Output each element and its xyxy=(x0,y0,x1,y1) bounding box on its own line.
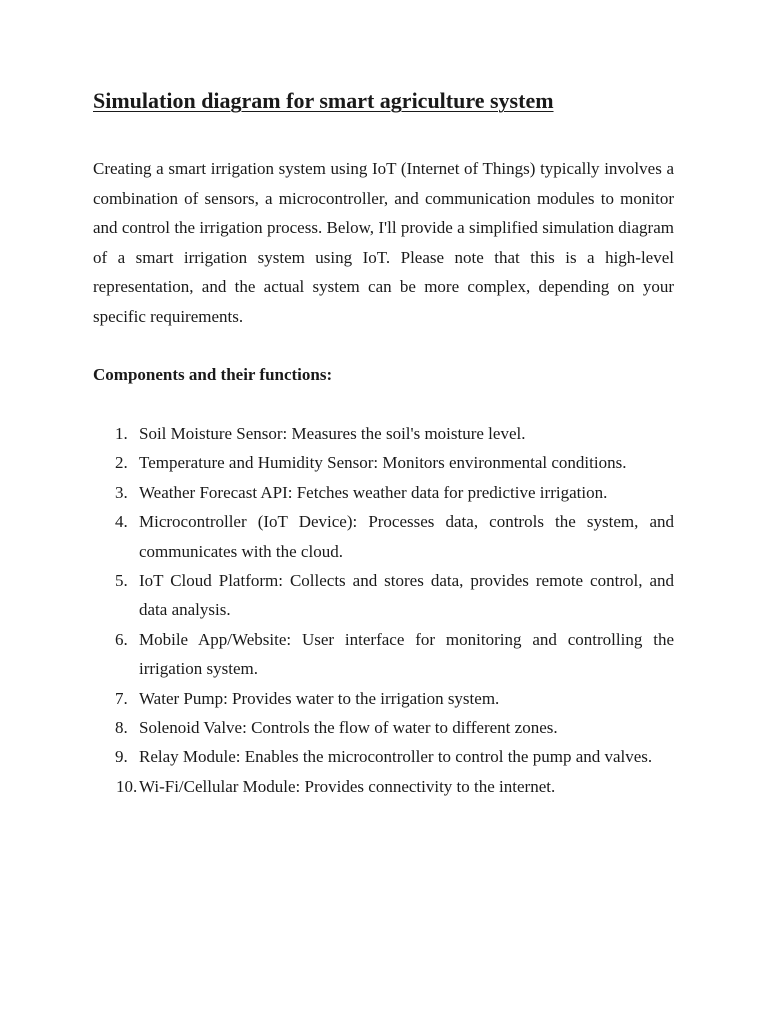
list-item xyxy=(93,419,674,448)
list-item-number: 9. xyxy=(115,747,128,767)
list-item xyxy=(93,478,674,507)
list-item-text: Microcontroller (IoT Device): Processes data, controls the system, and communicates with the cloud. xyxy=(139,512,674,561)
list-item-number: 1. xyxy=(115,424,128,443)
list-item xyxy=(93,507,674,566)
components-heading: Components and their functions: xyxy=(93,365,333,384)
list-item xyxy=(93,625,674,684)
list-item-text: Solenoid Valve: Controls the flow of water to different zones. xyxy=(139,718,558,738)
list-item-text: Water Pump: Provides water to the irrigation system. xyxy=(139,688,500,708)
list-item xyxy=(93,566,674,625)
page-title: Simulation diagram for smart agriculture system xyxy=(93,88,554,113)
list-item xyxy=(93,448,674,477)
list-item xyxy=(93,713,674,742)
list-item-text: Temperature and Humidity Sensor: Monitors environmental conditions. xyxy=(139,453,627,473)
list-item-text: IoT Cloud Platform: Collects and stores data, provides remote control, and data analysis. xyxy=(139,571,674,620)
list-item xyxy=(93,772,674,801)
list-item-number: 7. xyxy=(115,688,128,708)
list-item-number: 5. xyxy=(115,571,128,591)
list-item-text: Wi-Fi/Cellular Module: Provides connectivity to the internet. xyxy=(139,776,556,796)
list-item-number: 3. xyxy=(115,482,128,502)
list-item-number: 8. xyxy=(115,718,128,738)
intro-paragraph: Creating a smart irrigation system using IoT (Internet of Things) typically involves a combination of sensors, a microcontroller, and communication modules to monitor and control the irrigation process. Below, I'll provide a simplified simulation diagram of a smart irrigation system using IoT. Please note that this is a high-level representation, and the actual system can be more complex, depending on your specific requirements. xyxy=(93,159,674,326)
list-item-text: Weather Forecast API: Fetches weather data for predictive irrigation. xyxy=(139,482,608,502)
list-item-number: 6. xyxy=(115,629,128,649)
components-list xyxy=(93,419,674,801)
list-item xyxy=(93,742,674,771)
list-item xyxy=(93,684,674,713)
list-item-number: 4. xyxy=(115,512,128,532)
list-item-number: 2. xyxy=(115,453,128,473)
list-item-number: 10. xyxy=(116,776,138,796)
list-item-text: Relay Module: Enables the microcontroller to control the pump and valves. xyxy=(139,747,653,767)
list-item-text: Soil Moisture Sensor: Measures the soil's moisture level. xyxy=(139,424,526,443)
list-item-text: Mobile App/Website: User interface for monitoring and controlling the irrigation system. xyxy=(139,629,674,679)
